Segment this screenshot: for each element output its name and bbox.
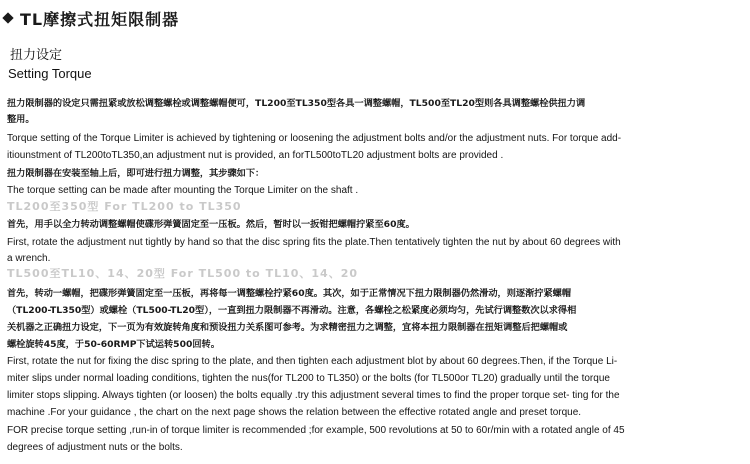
text-line: First, rotate the nut for fixing the disc spring to the plate, and then tighten each adjustment blot by about 60 degrees.Then, if the Torque Li- xyxy=(7,356,618,367)
title-row xyxy=(2,6,179,30)
text-line: miter slips under normal loading conditions, tighten the nus(for TL200 to TL350) or the bolts (for TL500or TL20) gradually until the torque xyxy=(7,373,610,384)
model-heading: TL500至TL10、14、20型 For TL500 to TL10、14、20 xyxy=(7,268,359,280)
text-line: machine .For your guidance , the chart on the next page shows the relation between the effective rotated angle and preset torque. xyxy=(7,407,582,418)
model-heading: TL200至350型 For TL200 to TL350 xyxy=(7,201,242,213)
text-line: 首先，用手以全力转动调整螺帽使碟形弹簧固定至一压板。然后，暂时以一扳钳把螺帽拧紧至60度。 xyxy=(7,219,415,230)
text-line: 螺栓旋转45度，于50-60RMP下试运转500回转。 xyxy=(7,339,220,350)
text-line: 关机器之正确扭力设定，下一页为有效旋转角度和预设扭力关系图可参考。为求精密扭力之调整，宜将本扭力限制器在扭矩调整后把螺帽或 xyxy=(7,322,568,333)
section-title-en: Setting Torque xyxy=(8,66,92,81)
document-title: TL摩擦式扭矩限制器 xyxy=(20,9,180,29)
text-line: Torque setting of the Torque Limiter is achieved by tightening or loosening the adjustment bolts and/or the adjustment nuts. For torque add- xyxy=(7,133,622,144)
section-title-cn: 扭力设定 xyxy=(10,48,63,63)
text-line: 整用。 xyxy=(7,114,35,125)
text-line: FOR precise torque setting ,run-in of torque limiter is recommended ;for example, 500 revolutions at 50 to 60r/min with a rotated angle of 45 xyxy=(7,425,625,436)
diamond-bullet-icon xyxy=(2,12,13,23)
text-line: degrees of adjustment nuts or the bolts. xyxy=(7,442,183,453)
text-line: limiter stops slipping. Always tighten (or loosen) the bolts equally .try this adjustment several times to find the proper torque set- ting for the xyxy=(7,390,620,401)
text-line: 扭力限制器的设定只需扭紧或放松调整螺栓或调整螺帽便可，TL200至TL350型各具一调整螺帽，TL500至TL20型则各具调整螺栓供扭力调 xyxy=(7,98,586,109)
text-line: 扭力限制器在安装至轴上后，即可进行扭力调整，其步骤如下： xyxy=(7,168,265,179)
text-line: a wrench. xyxy=(7,253,51,264)
text-line: itiounstment of TL200toTL350,an adjustment nut is provided, an forTL500toTL20 adjustment bolts are provided . xyxy=(7,150,504,161)
text-line: The torque setting can be made after mounting the Torque Limiter on the shaft . xyxy=(7,185,359,196)
text-line: First, rotate the adjustment nut tightly by hand so that the disc spring fits the plate.Then tentatively tighten the nut by about 60 degrees with xyxy=(7,237,621,248)
text-line: （TL200-TL350型）或螺栓（TL500-TL20型），一直到扭力限制器不再滑动。注意，各螺栓之松紧度必须均匀，先试行调整数次以求得相 xyxy=(7,305,577,316)
text-line: 首先，转动一螺帽，把碟形弹簧固定至一压板，再将每一调整螺栓拧紧60度。其次，如于正常情况下扭力限制器仍然滑动，则逐渐拧紧螺帽 xyxy=(7,288,572,299)
